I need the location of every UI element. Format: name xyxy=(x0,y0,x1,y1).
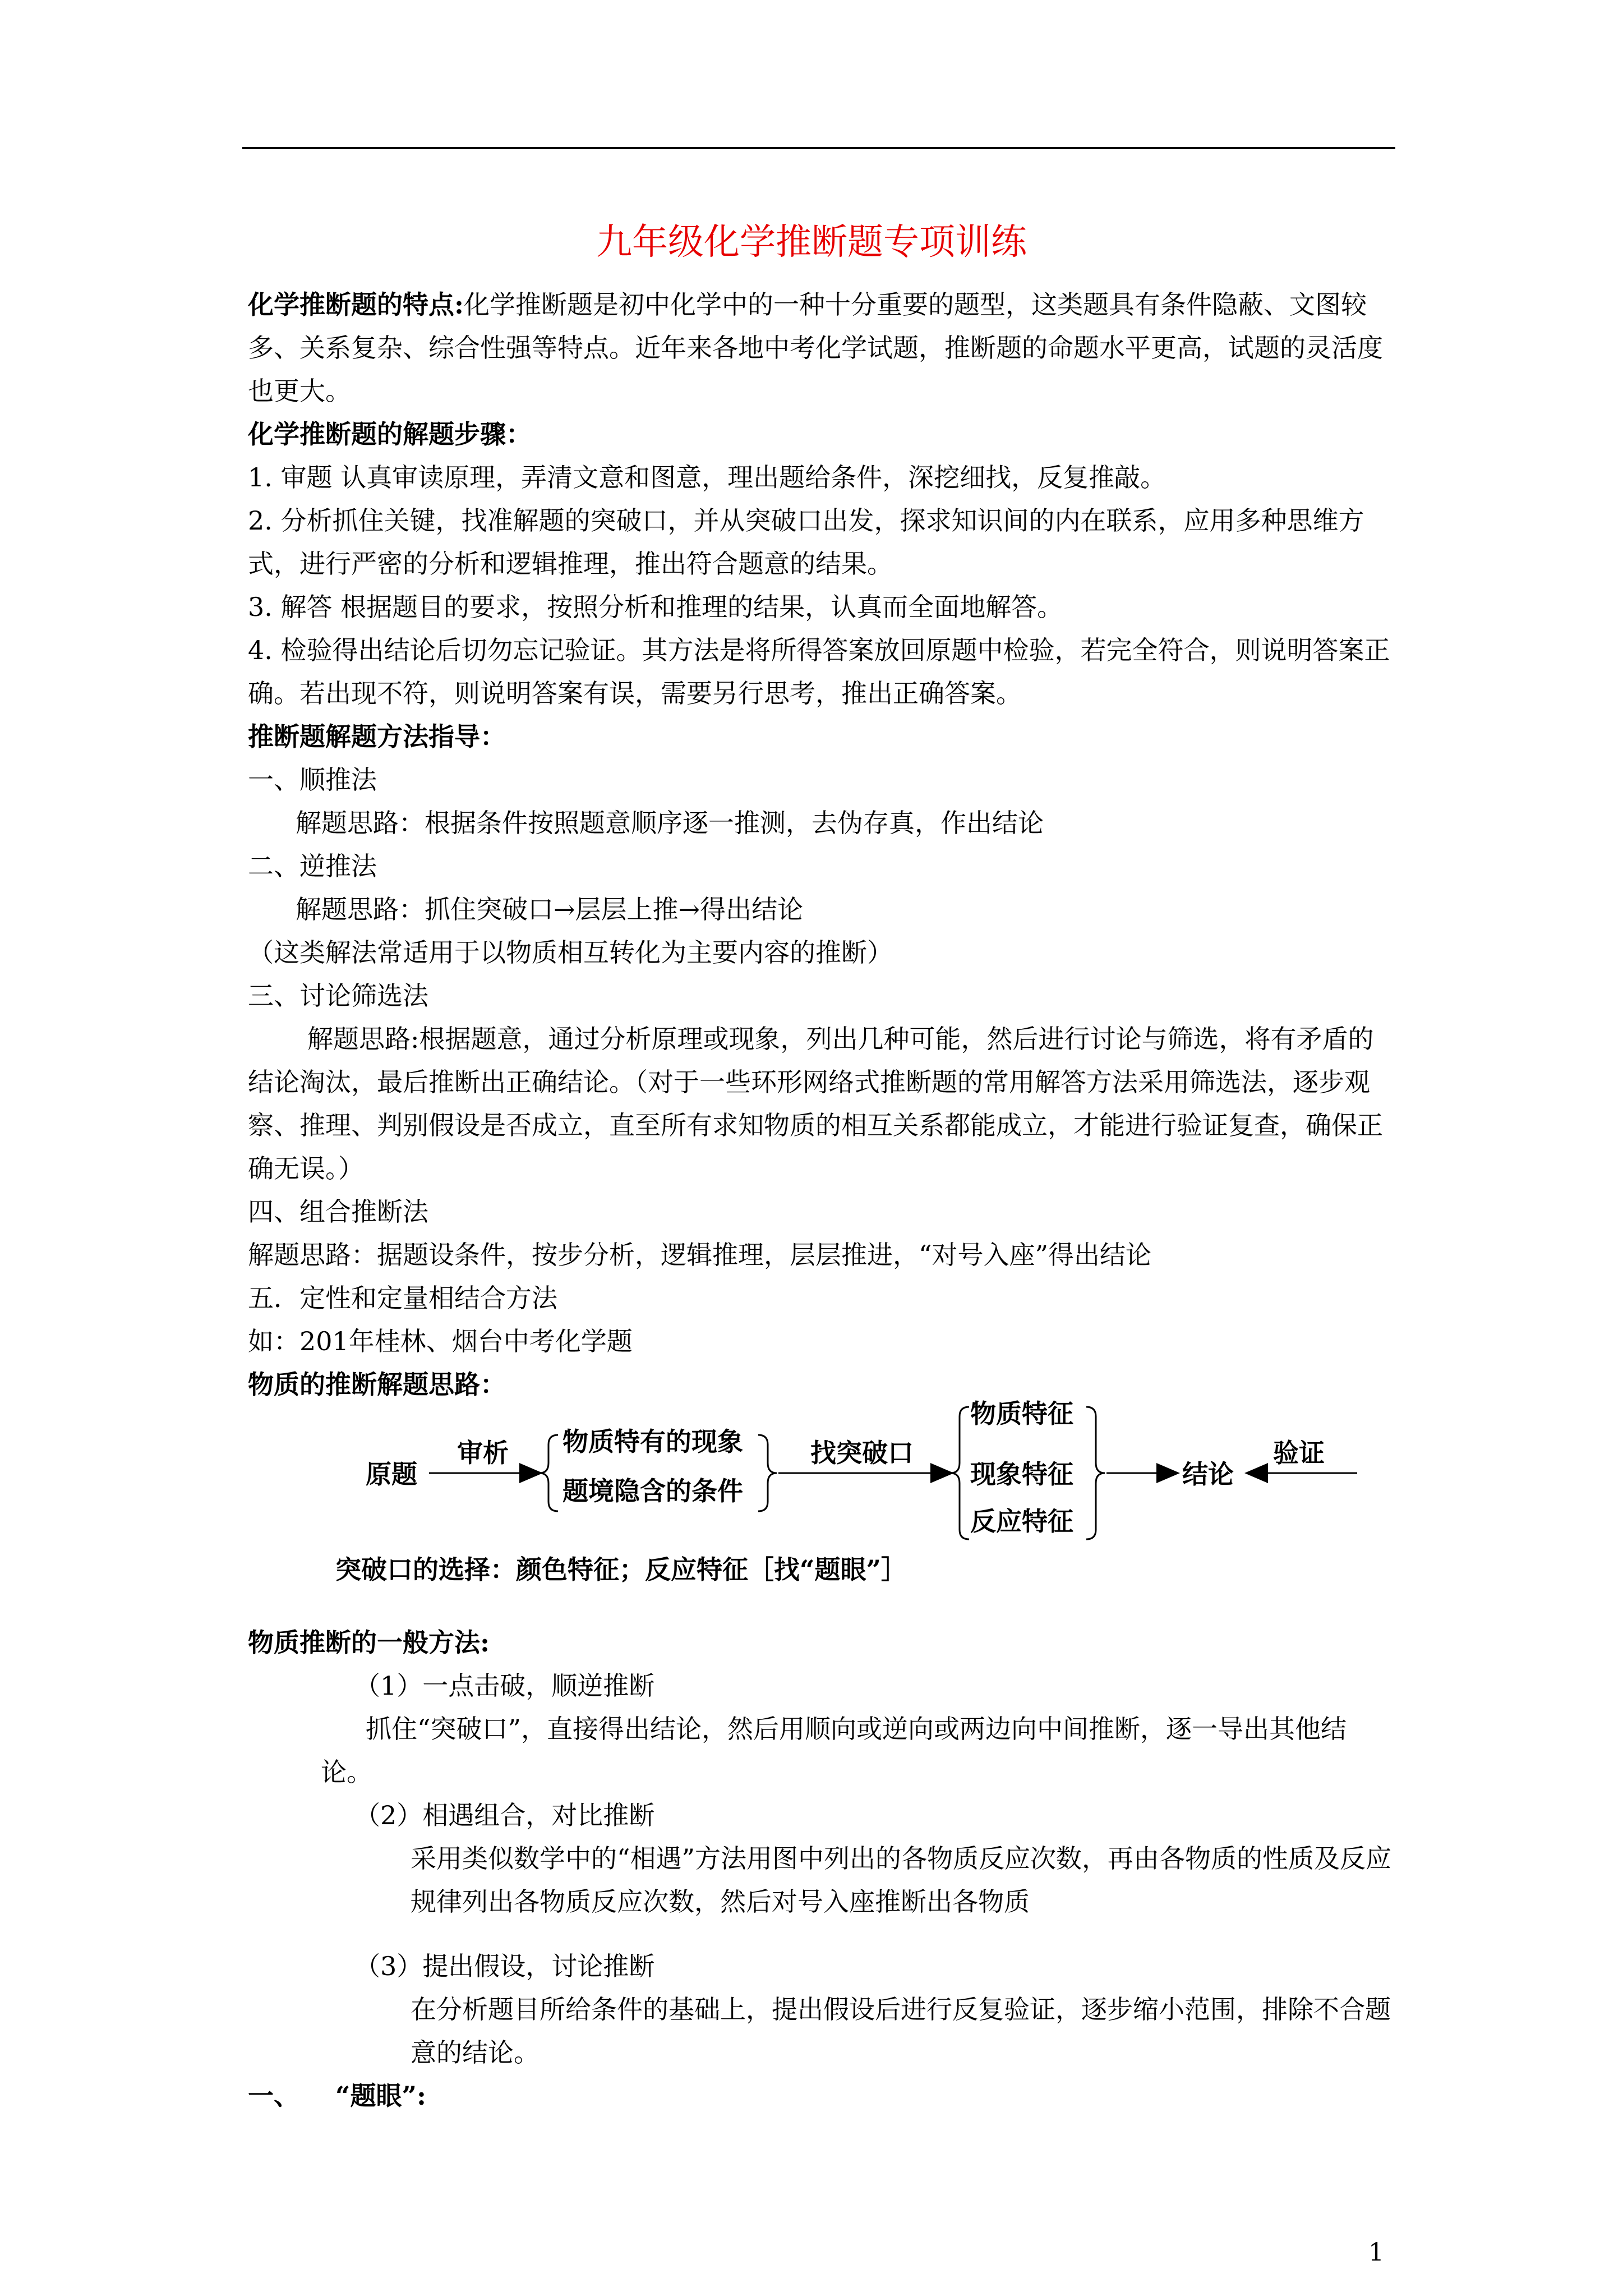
step-2: 2. 分析抓住关键，找准解题的突破口，并从突破口出发，探求知识间的内在联系，应用多种思维方式，进行严密的分析和逻辑推理，推出符合题意的结果。 xyxy=(248,505,1364,579)
flow-find-breakthrough: 找突破口 xyxy=(810,1438,914,1468)
brace-conditions-right xyxy=(758,1435,777,1511)
flow-heading: 物质的推断解题思路： xyxy=(248,1369,506,1400)
steps-heading: 化学推断题的解题步骤： xyxy=(248,419,532,449)
flow-review: 审析 xyxy=(457,1438,509,1468)
general-1-title: （1）一点击破，顺逆推断 xyxy=(354,1671,655,1701)
page-title: 九年级化学推断题专项训练 xyxy=(596,222,1027,263)
flow-feature-3: 反应特征 xyxy=(970,1506,1073,1536)
general-2-title: （2）相遇组合，对比推断 xyxy=(354,1800,655,1830)
methods-heading: 推断题解题方法指导： xyxy=(248,721,506,752)
method-3-text: 解题思路:根据题意，通过分析原理或现象，列出几种可能，然后进行讨论与筛选，将有矛盾的结论淘汰，最后推断出正确结论。（对于一些环形网络式推断题的常用解答方法采用筛选法，逐步观察、推理、判别假设是否成立，直至所有求知物质的相互关系都能成立，才能进行验证复查，确保正确无误。） xyxy=(248,1024,1383,1184)
brace-conditions-left xyxy=(540,1435,558,1511)
method-1-title: 一、顺推法 xyxy=(248,765,377,795)
flow-feature-1: 物质特征 xyxy=(970,1398,1073,1429)
method-4-text: 解题思路：据题设条件，按步分析，逻辑推理，层层推进，“对号入座”得出结论 xyxy=(248,1240,1152,1270)
page-number: 1 xyxy=(1368,2238,1384,2267)
general-methods-section xyxy=(248,1621,1398,2118)
intro-paragraph xyxy=(248,283,1398,413)
method-3-title: 三、讨论筛选法 xyxy=(248,981,428,1011)
flow-feature-2: 现象特征 xyxy=(970,1459,1073,1489)
general-3-text: 在分析题目所给条件的基础上，提出假设后进行反复验证，逐步缩小范围，排除不合题意的结论。 xyxy=(411,1994,1391,2068)
method-2-note: （这类解法常适用于以物质相互转化为主要内容的推断） xyxy=(248,937,893,968)
method-1-text: 解题思路：根据条件按照题意顺序逐一推测，去伪存真，作出结论 xyxy=(296,808,1044,838)
flow-origin: 原题 xyxy=(366,1459,417,1489)
intro-text: 化学推断题是初中化学中的一种十分重要的题型，这类题具有条件隐蔽、文图较多、关系复杂、综合性强等特点。近年来各地中考化学试题，推断题的命题水平更高，试题的灵活度也更大。 xyxy=(248,289,1383,406)
flow-condition-2: 题境隐含的条件 xyxy=(562,1476,743,1506)
intro-label: 化学推断题的特点: xyxy=(248,289,464,320)
brace-features-right xyxy=(1086,1407,1105,1539)
method-5-text: 如：201年桂林、烟台中考化学题 xyxy=(248,1326,633,1356)
method-2-text: 解题思路：抓住突破口→层层上推→得出结论 xyxy=(296,894,804,924)
general-3-title: （3）提出假设，讨论推断 xyxy=(354,1951,655,1981)
flow-condition-1: 物质特有的现象 xyxy=(562,1427,743,1457)
flow-conclusion: 结论 xyxy=(1182,1459,1234,1489)
general-1-text: 抓住“突破口”，直接得出结论，然后用顺向或逆向或两边向中间推断，逐一导出其他结论。 xyxy=(321,1714,1347,1787)
document-body xyxy=(248,283,1398,1406)
flow-verify: 验证 xyxy=(1273,1438,1325,1468)
method-4-title: 四、组合推断法 xyxy=(248,1197,428,1227)
method-2-title: 二、逆推法 xyxy=(248,851,377,881)
general-heading: 物质推断的一般方法: xyxy=(248,1627,490,1658)
breakthrough-choice: 突破口的选择：颜色特征；反应特征［找“题眼”］ xyxy=(335,1554,907,1585)
general-2-text: 采用类似数学中的“相遇”方法用图中列出的各物质反应次数，再由各物质的性质及反应规律列出各物质反应次数，然后对号入座推断出各物质 xyxy=(411,1843,1392,1917)
final-heading: 一、 “题眼”: xyxy=(248,2081,426,2111)
step-3: 3. 解答 根据题目的要求，按照分析和推理的结果，认真而全面地解答。 xyxy=(248,592,1063,622)
step-1: 1. 审题 认真审读原理，弄清文意和图意，理出题给条件，深挖细找，反复推敲。 xyxy=(248,462,1166,493)
method-5-title: 五．定性和定量相结合方法 xyxy=(248,1283,557,1313)
step-4: 4. 检验得出结论后切勿忘记验证。其方法是将所得答案放回原题中检验，若完全符合，则说明答案正确。若出现不符，则说明答案有误，需要另行思考，推出正确答案。 xyxy=(248,635,1390,708)
header-rule xyxy=(242,147,1395,149)
brace-features-left xyxy=(951,1407,969,1539)
